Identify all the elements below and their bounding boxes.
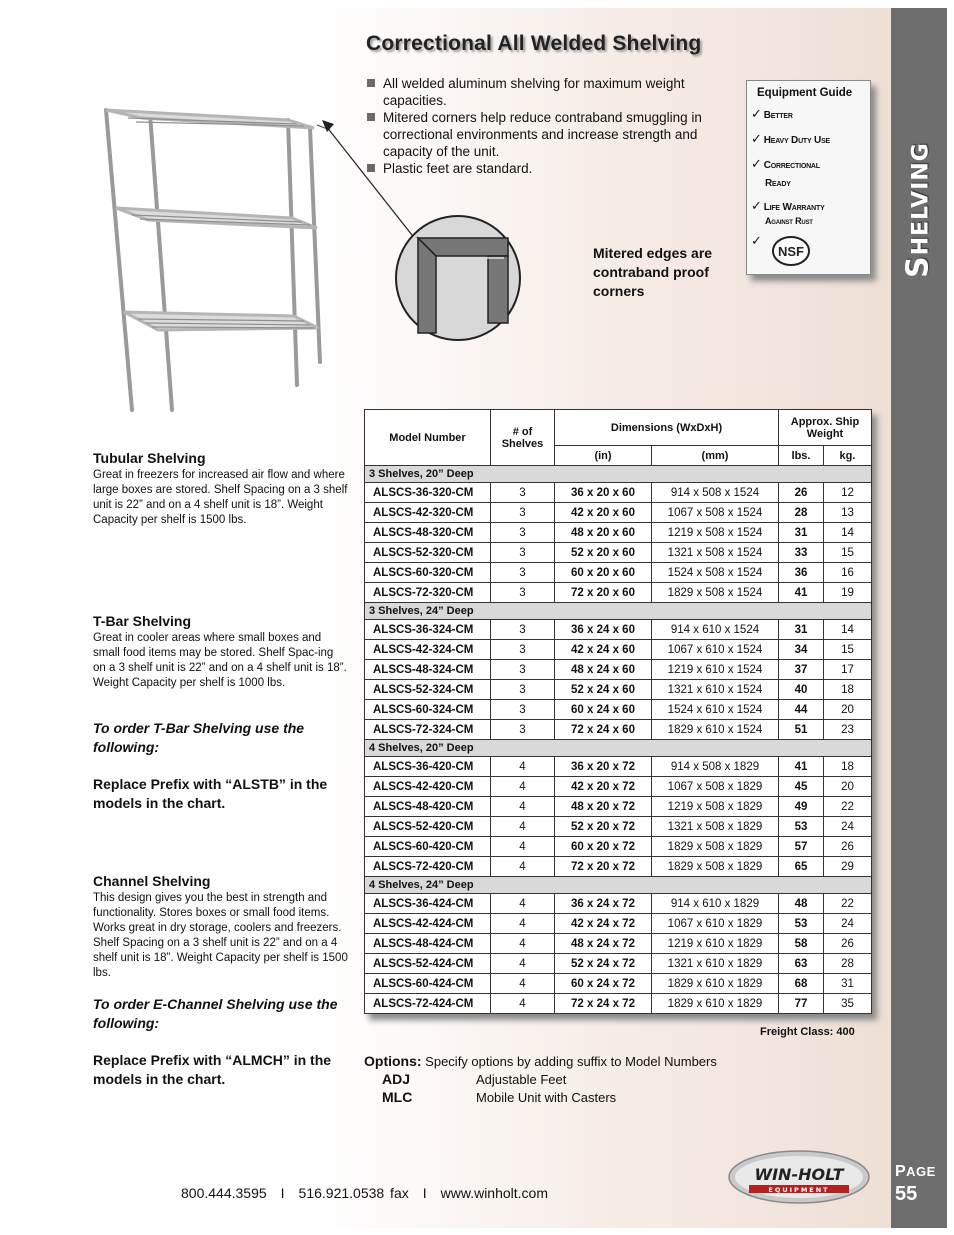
table-row	[365, 700, 872, 720]
cell-lbs: 53	[779, 914, 824, 934]
tubular-shelving-section	[93, 450, 348, 528]
cell-model: ALSCS-42-320-CM	[365, 503, 491, 523]
cell-in: 52 x 24 x 60	[555, 680, 652, 700]
cell-shelves: 4	[491, 894, 555, 914]
separator: I	[280, 1185, 285, 1201]
cell-lbs: 40	[779, 680, 824, 700]
cell-model: ALSCS-72-320-CM	[365, 583, 491, 603]
group-label: 3 Shelves, 24” Deep	[365, 603, 872, 620]
cell-shelves: 4	[491, 934, 555, 954]
cell-kg: 24	[824, 914, 872, 934]
cell-lbs: 44	[779, 700, 824, 720]
cell-in: 52 x 24 x 72	[555, 954, 652, 974]
cell-in: 52 x 20 x 60	[555, 543, 652, 563]
cell-shelves: 4	[491, 974, 555, 994]
cell-in: 72 x 20 x 72	[555, 857, 652, 877]
svg-text:NSF: NSF	[778, 244, 804, 259]
guide-item: ✓ Life Warranty	[751, 198, 825, 213]
cell-lbs: 26	[779, 483, 824, 503]
cell-model: ALSCS-36-424-CM	[365, 894, 491, 914]
cell-shelves: 4	[491, 797, 555, 817]
cell-kg: 26	[824, 837, 872, 857]
channel-shelving-section	[93, 873, 348, 981]
cell-mm: 1321 x 610 x 1829	[652, 954, 779, 974]
cell-model: ALSCS-36-324-CM	[365, 620, 491, 640]
section-heading: Channel Shelving	[93, 873, 211, 889]
feature-item: Plastic feet are standard.	[366, 160, 726, 177]
cell-mm: 1321 x 610 x 1524	[652, 680, 779, 700]
spec-table	[364, 409, 872, 1014]
cell-lbs: 36	[779, 563, 824, 583]
cell-kg: 22	[824, 894, 872, 914]
cell-lbs: 57	[779, 837, 824, 857]
cell-kg: 24	[824, 817, 872, 837]
table-row	[365, 757, 872, 777]
bullet-square-icon	[367, 113, 375, 121]
cell-in: 52 x 20 x 72	[555, 817, 652, 837]
cell-model: ALSCS-72-424-CM	[365, 994, 491, 1014]
cell-lbs: 45	[779, 777, 824, 797]
table-row	[365, 720, 872, 740]
cell-lbs: 48	[779, 894, 824, 914]
phone-number: 800.444.3595	[181, 1185, 267, 1201]
table-group-row	[365, 740, 872, 757]
section-heading: T-Bar Shelving	[93, 613, 192, 629]
table-group-row	[365, 603, 872, 620]
cell-in: 36 x 24 x 72	[555, 894, 652, 914]
cell-lbs: 31	[779, 620, 824, 640]
section-text: This design gives you the best in strength and functionality. Stores boxes or small food items. Works great in dry storage, coolers and freezers. Shelf Spacing on a 3 shelf unit is 22” and on a 4 shelf unit is 18”. Weight Capacity per shelf is 1500 lbs.	[93, 892, 348, 979]
cell-mm: 1829 x 508 x 1524	[652, 583, 779, 603]
cell-mm: 1219 x 610 x 1829	[652, 934, 779, 954]
cell-lbs: 34	[779, 640, 824, 660]
cell-in: 60 x 20 x 60	[555, 563, 652, 583]
cell-lbs: 58	[779, 934, 824, 954]
cell-shelves: 3	[491, 523, 555, 543]
svg-text:EQUIPMENT: EQUIPMENT	[768, 1186, 830, 1194]
header-weight: Approx. Ship Weight	[779, 410, 872, 446]
cell-model: ALSCS-52-320-CM	[365, 543, 491, 563]
cell-kg: 15	[824, 640, 872, 660]
channel-order-note	[93, 995, 348, 1033]
cell-shelves: 3	[491, 640, 555, 660]
winholt-logo	[727, 1147, 872, 1207]
nsf-logo	[771, 235, 811, 267]
feature-item: Mitered corners help reduce contraband smuggling in correctional environments and increase strength and capacity of the unit.	[366, 109, 726, 160]
cell-model: ALSCS-42-424-CM	[365, 914, 491, 934]
cell-mm: 914 x 610 x 1524	[652, 620, 779, 640]
cell-in: 42 x 20 x 60	[555, 503, 652, 523]
website-link[interactable]: www.winholt.com	[440, 1185, 549, 1201]
cell-lbs: 68	[779, 974, 824, 994]
prefix-instruction: Replace Prefix with “ALMCH” in the models in the chart.	[93, 1052, 332, 1087]
cell-kg: 14	[824, 620, 872, 640]
section-heading: Tubular Shelving	[93, 450, 206, 466]
cell-in: 60 x 24 x 60	[555, 700, 652, 720]
table-row	[365, 660, 872, 680]
checkmark-icon: ✓	[751, 198, 762, 213]
cell-lbs: 33	[779, 543, 824, 563]
cell-model: ALSCS-60-320-CM	[365, 563, 491, 583]
cell-kg: 20	[824, 700, 872, 720]
shelving-unit-image	[92, 100, 337, 420]
cell-shelves: 4	[491, 817, 555, 837]
page-title: Correctional All Welded Shelving	[366, 32, 702, 55]
cell-kg: 18	[824, 680, 872, 700]
cell-model: ALSCS-60-420-CM	[365, 837, 491, 857]
order-instruction: To order E-Channel Shelving use the following:	[93, 996, 338, 1031]
cell-model: ALSCS-60-324-CM	[365, 700, 491, 720]
cell-shelves: 3	[491, 620, 555, 640]
cell-mm: 914 x 508 x 1524	[652, 483, 779, 503]
guide-item: ✓ Correctional	[751, 156, 820, 171]
cell-kg: 14	[824, 523, 872, 543]
bullet-square-icon	[367, 79, 375, 87]
header-in: (in)	[555, 446, 652, 466]
cell-shelves: 3	[491, 583, 555, 603]
cell-kg: 13	[824, 503, 872, 523]
checkmark-icon: ✓	[751, 233, 762, 248]
cell-model: ALSCS-60-424-CM	[365, 974, 491, 994]
cell-kg: 15	[824, 543, 872, 563]
table-row	[365, 894, 872, 914]
header-dimensions: Dimensions (WxDxH)	[555, 410, 779, 446]
cell-lbs: 53	[779, 817, 824, 837]
header-lbs: lbs.	[779, 446, 824, 466]
cell-model: ALSCS-42-420-CM	[365, 777, 491, 797]
cell-shelves: 3	[491, 543, 555, 563]
cell-kg: 17	[824, 660, 872, 680]
cell-lbs: 41	[779, 583, 824, 603]
cell-lbs: 77	[779, 994, 824, 1014]
cell-in: 48 x 20 x 60	[555, 523, 652, 543]
cell-kg: 31	[824, 974, 872, 994]
cell-in: 36 x 24 x 60	[555, 620, 652, 640]
group-label: 4 Shelves, 24” Deep	[365, 877, 872, 894]
table-row	[365, 680, 872, 700]
cell-mm: 1067 x 508 x 1829	[652, 777, 779, 797]
cell-lbs: 51	[779, 720, 824, 740]
options-label: Options:	[364, 1053, 422, 1069]
spec-table-body	[365, 466, 872, 1014]
side-section-title: SHELVING	[900, 142, 936, 278]
cell-mm: 1219 x 508 x 1524	[652, 523, 779, 543]
cell-in: 48 x 24 x 60	[555, 660, 652, 680]
cell-in: 36 x 20 x 72	[555, 757, 652, 777]
table-row	[365, 797, 872, 817]
mitered-caption: Mitered edges are contraband proof corners	[593, 245, 713, 299]
cell-mm: 1321 x 508 x 1829	[652, 817, 779, 837]
cell-mm: 914 x 508 x 1829	[652, 757, 779, 777]
table-row	[365, 583, 872, 603]
cell-mm: 1829 x 610 x 1524	[652, 720, 779, 740]
cell-mm: 1067 x 610 x 1524	[652, 640, 779, 660]
svg-text:WIN-HOLT: WIN-HOLT	[754, 1165, 844, 1184]
cell-kg: 23	[824, 720, 872, 740]
cell-model: ALSCS-48-420-CM	[365, 797, 491, 817]
cell-shelves: 3	[491, 660, 555, 680]
cell-shelves: 4	[491, 757, 555, 777]
cell-in: 42 x 24 x 72	[555, 914, 652, 934]
cell-model: ALSCS-72-324-CM	[365, 720, 491, 740]
table-row	[365, 777, 872, 797]
cell-shelves: 3	[491, 700, 555, 720]
cell-lbs: 41	[779, 757, 824, 777]
option-row	[382, 1089, 616, 1105]
page-number-block	[895, 1163, 945, 1206]
group-label: 3 Shelves, 20” Deep	[365, 466, 872, 483]
table-group-row	[365, 466, 872, 483]
table-row	[365, 620, 872, 640]
options-text: Specify options by adding suffix to Model Numbers	[425, 1054, 717, 1069]
section-text: Great in cooler areas where small boxes and small food items may be stored. Shelf Spac-ing on a 3 shelf unit is 22” and on a 4 shelf unit is 18”. Weight Capacity per shelf is 1000 lbs.	[93, 632, 347, 689]
cell-kg: 19	[824, 583, 872, 603]
table-row	[365, 640, 872, 660]
table-row	[365, 974, 872, 994]
contact-footer	[181, 1185, 548, 1201]
cell-lbs: 49	[779, 797, 824, 817]
cell-model: ALSCS-72-420-CM	[365, 857, 491, 877]
cell-kg: 35	[824, 994, 872, 1014]
cell-kg: 29	[824, 857, 872, 877]
table-row	[365, 837, 872, 857]
cell-mm: 1524 x 610 x 1524	[652, 700, 779, 720]
table-row	[365, 934, 872, 954]
cell-kg: 22	[824, 797, 872, 817]
cell-kg: 12	[824, 483, 872, 503]
cell-model: ALSCS-42-324-CM	[365, 640, 491, 660]
cell-mm: 1321 x 508 x 1524	[652, 543, 779, 563]
table-row	[365, 503, 872, 523]
freight-class: Freight Class: 400	[760, 1026, 855, 1038]
cell-mm: 1067 x 508 x 1524	[652, 503, 779, 523]
header-shelves: # of Shelves	[491, 410, 555, 466]
cell-model: ALSCS-36-320-CM	[365, 483, 491, 503]
cell-shelves: 3	[491, 483, 555, 503]
cell-lbs: 28	[779, 503, 824, 523]
fax-number: 516.921.0538 fax	[298, 1185, 409, 1201]
cell-lbs: 65	[779, 857, 824, 877]
tbar-order-note	[93, 719, 348, 757]
feature-list	[366, 75, 726, 177]
header-mm: (mm)	[652, 446, 779, 466]
cell-kg: 20	[824, 777, 872, 797]
cell-shelves: 4	[491, 994, 555, 1014]
option-desc: Adjustable Feet	[476, 1072, 567, 1087]
cell-in: 72 x 24 x 60	[555, 720, 652, 740]
table-row	[365, 994, 872, 1014]
checkmark-icon: ✓	[751, 156, 762, 171]
bullet-square-icon	[367, 164, 375, 172]
cell-in: 72 x 20 x 60	[555, 583, 652, 603]
feature-item: All welded aluminum shelving for maximum weight capacities.	[366, 75, 726, 109]
guide-item: ✓ Better	[751, 106, 793, 121]
cell-mm: 1829 x 508 x 1829	[652, 857, 779, 877]
cell-shelves: 4	[491, 777, 555, 797]
options-line	[364, 1053, 717, 1069]
checkmark-icon: ✓	[751, 131, 762, 146]
table-row	[365, 954, 872, 974]
cell-model: ALSCS-48-324-CM	[365, 660, 491, 680]
guide-item: ✓ Heavy Duty Use	[751, 131, 831, 146]
table-row	[365, 563, 872, 583]
cell-mm: 1829 x 610 x 1829	[652, 974, 779, 994]
cell-mm: 1524 x 508 x 1524	[652, 563, 779, 583]
checkmark-icon: ✓	[751, 106, 762, 121]
cell-model: ALSCS-52-424-CM	[365, 954, 491, 974]
cell-in: 48 x 24 x 72	[555, 934, 652, 954]
option-code: ADJ	[382, 1071, 411, 1087]
header-kg: kg.	[824, 446, 872, 466]
equipment-guide-box	[746, 80, 871, 275]
table-row	[365, 543, 872, 563]
channel-prefix-note	[93, 1051, 348, 1089]
header-model: Model Number	[365, 410, 491, 466]
cell-shelves: 4	[491, 837, 555, 857]
cell-lbs: 63	[779, 954, 824, 974]
cell-shelves: 3	[491, 680, 555, 700]
cell-kg: 26	[824, 934, 872, 954]
cell-in: 48 x 20 x 72	[555, 797, 652, 817]
cell-shelves: 3	[491, 503, 555, 523]
cell-kg: 16	[824, 563, 872, 583]
cell-in: 42 x 20 x 72	[555, 777, 652, 797]
cell-shelves: 4	[491, 914, 555, 934]
section-text: Great in freezers for increased air flow and where large boxes are stored. Shelf Spacing on a 3 shelf unit is 22” and on a 4 shelf unit is 18”. Weight Capacity per shelf is 1500 lbs.	[93, 469, 348, 526]
cell-lbs: 37	[779, 660, 824, 680]
cell-mm: 1067 x 610 x 1829	[652, 914, 779, 934]
cell-kg: 28	[824, 954, 872, 974]
cell-mm: 914 x 610 x 1829	[652, 894, 779, 914]
separator: I	[422, 1185, 427, 1201]
table-row	[365, 914, 872, 934]
cell-shelves: 4	[491, 954, 555, 974]
cell-shelves: 3	[491, 563, 555, 583]
option-code: MLC	[382, 1089, 413, 1105]
cell-in: 42 x 24 x 60	[555, 640, 652, 660]
cell-in: 60 x 20 x 72	[555, 837, 652, 857]
tbar-prefix-note	[93, 775, 348, 813]
cell-model: ALSCS-48-320-CM	[365, 523, 491, 543]
table-row	[365, 523, 872, 543]
cell-model: ALSCS-36-420-CM	[365, 757, 491, 777]
group-label: 4 Shelves, 20” Deep	[365, 740, 872, 757]
cell-model: ALSCS-52-324-CM	[365, 680, 491, 700]
equipment-guide-title: Equipment Guide	[757, 87, 853, 99]
cell-mm: 1219 x 610 x 1524	[652, 660, 779, 680]
cell-in: 72 x 24 x 72	[555, 994, 652, 1014]
table-group-row	[365, 877, 872, 894]
cell-kg: 18	[824, 757, 872, 777]
order-instruction: To order T-Bar Shelving use the following:	[93, 720, 305, 755]
cell-model: ALSCS-48-424-CM	[365, 934, 491, 954]
cell-lbs: 31	[779, 523, 824, 543]
guide-item: Ready	[765, 178, 791, 189]
table-row	[365, 857, 872, 877]
table-row	[365, 817, 872, 837]
page-number: 55	[895, 1183, 918, 1205]
tbar-shelving-section	[93, 613, 348, 691]
page-label: PAGE	[895, 1163, 936, 1180]
cell-mm: 1829 x 508 x 1829	[652, 837, 779, 857]
prefix-instruction: Replace Prefix with “ALSTB” in the models in the chart.	[93, 776, 328, 811]
cell-mm: 1829 x 610 x 1829	[652, 994, 779, 1014]
option-row	[382, 1071, 566, 1087]
table-row	[365, 483, 872, 503]
cell-in: 60 x 24 x 72	[555, 974, 652, 994]
cell-in: 36 x 20 x 60	[555, 483, 652, 503]
cell-shelves: 3	[491, 720, 555, 740]
guide-item	[751, 233, 764, 249]
cell-model: ALSCS-52-420-CM	[365, 817, 491, 837]
cell-shelves: 4	[491, 857, 555, 877]
cell-mm: 1219 x 508 x 1829	[652, 797, 779, 817]
guide-item: Against Rust	[765, 216, 813, 226]
option-desc: Mobile Unit with Casters	[476, 1090, 617, 1105]
